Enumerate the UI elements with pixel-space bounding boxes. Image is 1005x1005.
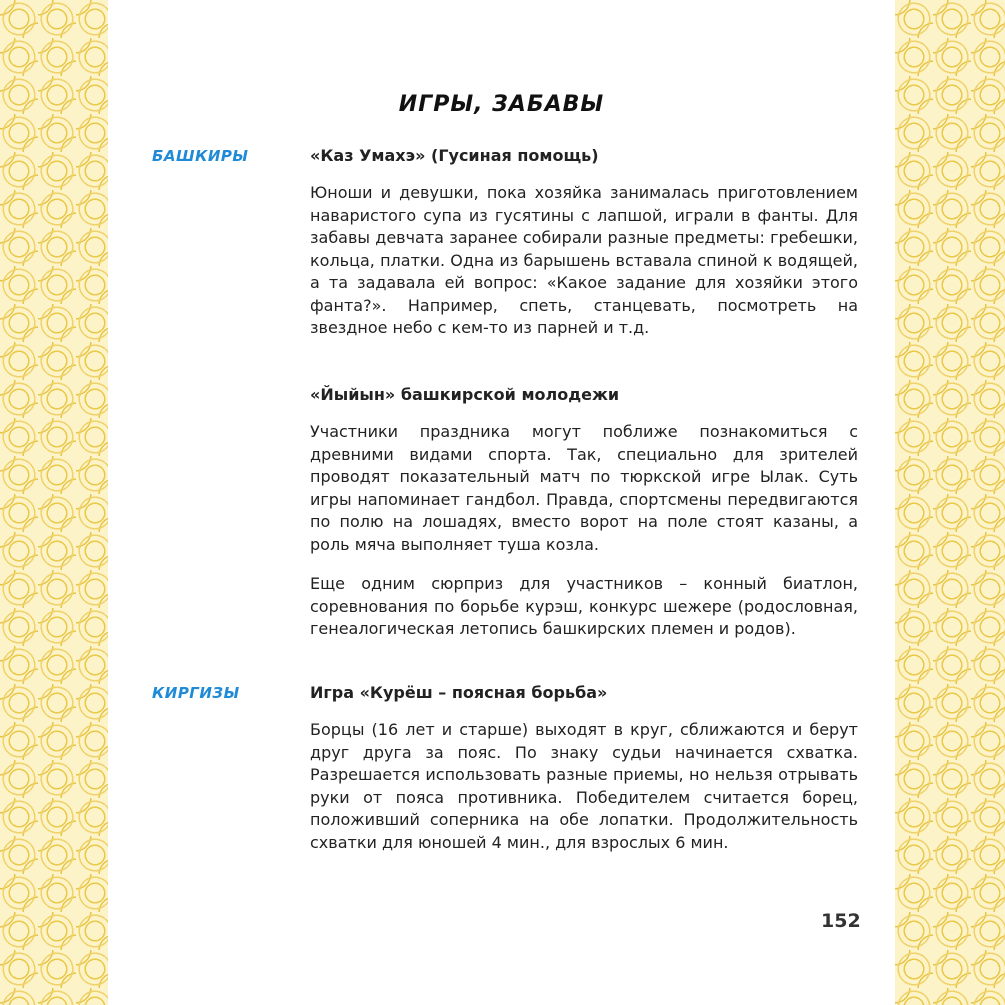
game-heading-kaz-umakhe: «Каз Умахэ» (Гусиная помощь) <box>310 146 599 165</box>
game-heading-yiyin: «Йыйын» башкирской молодежи <box>310 385 620 404</box>
paragraph: Юноши и девушки, пока хозяйка занималась приготовлением наваристого супа из гусятины с лапшой, играли в фанты. Для забавы девчата заранее собирали разные предметы: гребешки, кольца, платки. Одна из барышень вставала спиной к водящей, а та задавала ей вопрос: «Какое задание для хозяйки этого фанта?». Например, спеть, станцевать, посмотреть на звездное небо с кем-то из парней и т.д. <box>310 183 858 337</box>
decorative-border-left <box>0 0 108 1005</box>
game-heading <box>310 384 858 406</box>
paragraph: Борцы (16 лет и старше) выходят в круг, сближаются и берут друг друга за пояс. По знаку судьи начинается схватка. Разрешается использовать разные приемы, но нельзя отрывать руки от пояса противника. Победителем считается борец, положивший соперника на обе лопатки. Продолжительность схватки для юношей 4 мин., для взрослых 6 мин. <box>310 720 858 852</box>
book-page <box>108 0 895 1005</box>
paragraph: Участники праздника могут поближе познакомиться с древними видами спорта. Так, специально для зрителей проводят показательный матч по тюркской игре Ылак. Суть игры напоминает гандбол. Правда, спортсмены передвигаются по полю на лошадях, вместо ворот на поле стоят казаны, а роль мяча выполняет туша козла. <box>310 422 858 554</box>
game-text-block <box>310 182 858 340</box>
game-text-block <box>310 573 858 641</box>
game-text-block <box>310 421 858 556</box>
game-text-block <box>310 719 858 854</box>
page-title: ИГРЫ, ЗАБАВЫ <box>398 92 605 117</box>
decorative-border-right <box>895 0 1005 1005</box>
game-heading-kuresh: Игра «Курёш – поясная борьба» <box>310 683 608 702</box>
people-label-kyrgyz: КИРГИЗЫ <box>152 684 240 702</box>
paragraph: Еще одним сюрприз для участников – конный биатлон, соревнования по борьбе курэш, конкурс шежере (родословная, генеалогическая летопись башкирских племен и родов). <box>310 574 858 638</box>
game-heading <box>310 682 858 704</box>
people-label-bashkirs: БАШКИРЫ <box>152 147 249 165</box>
page-number: 152 <box>821 910 861 932</box>
game-heading <box>310 145 858 167</box>
